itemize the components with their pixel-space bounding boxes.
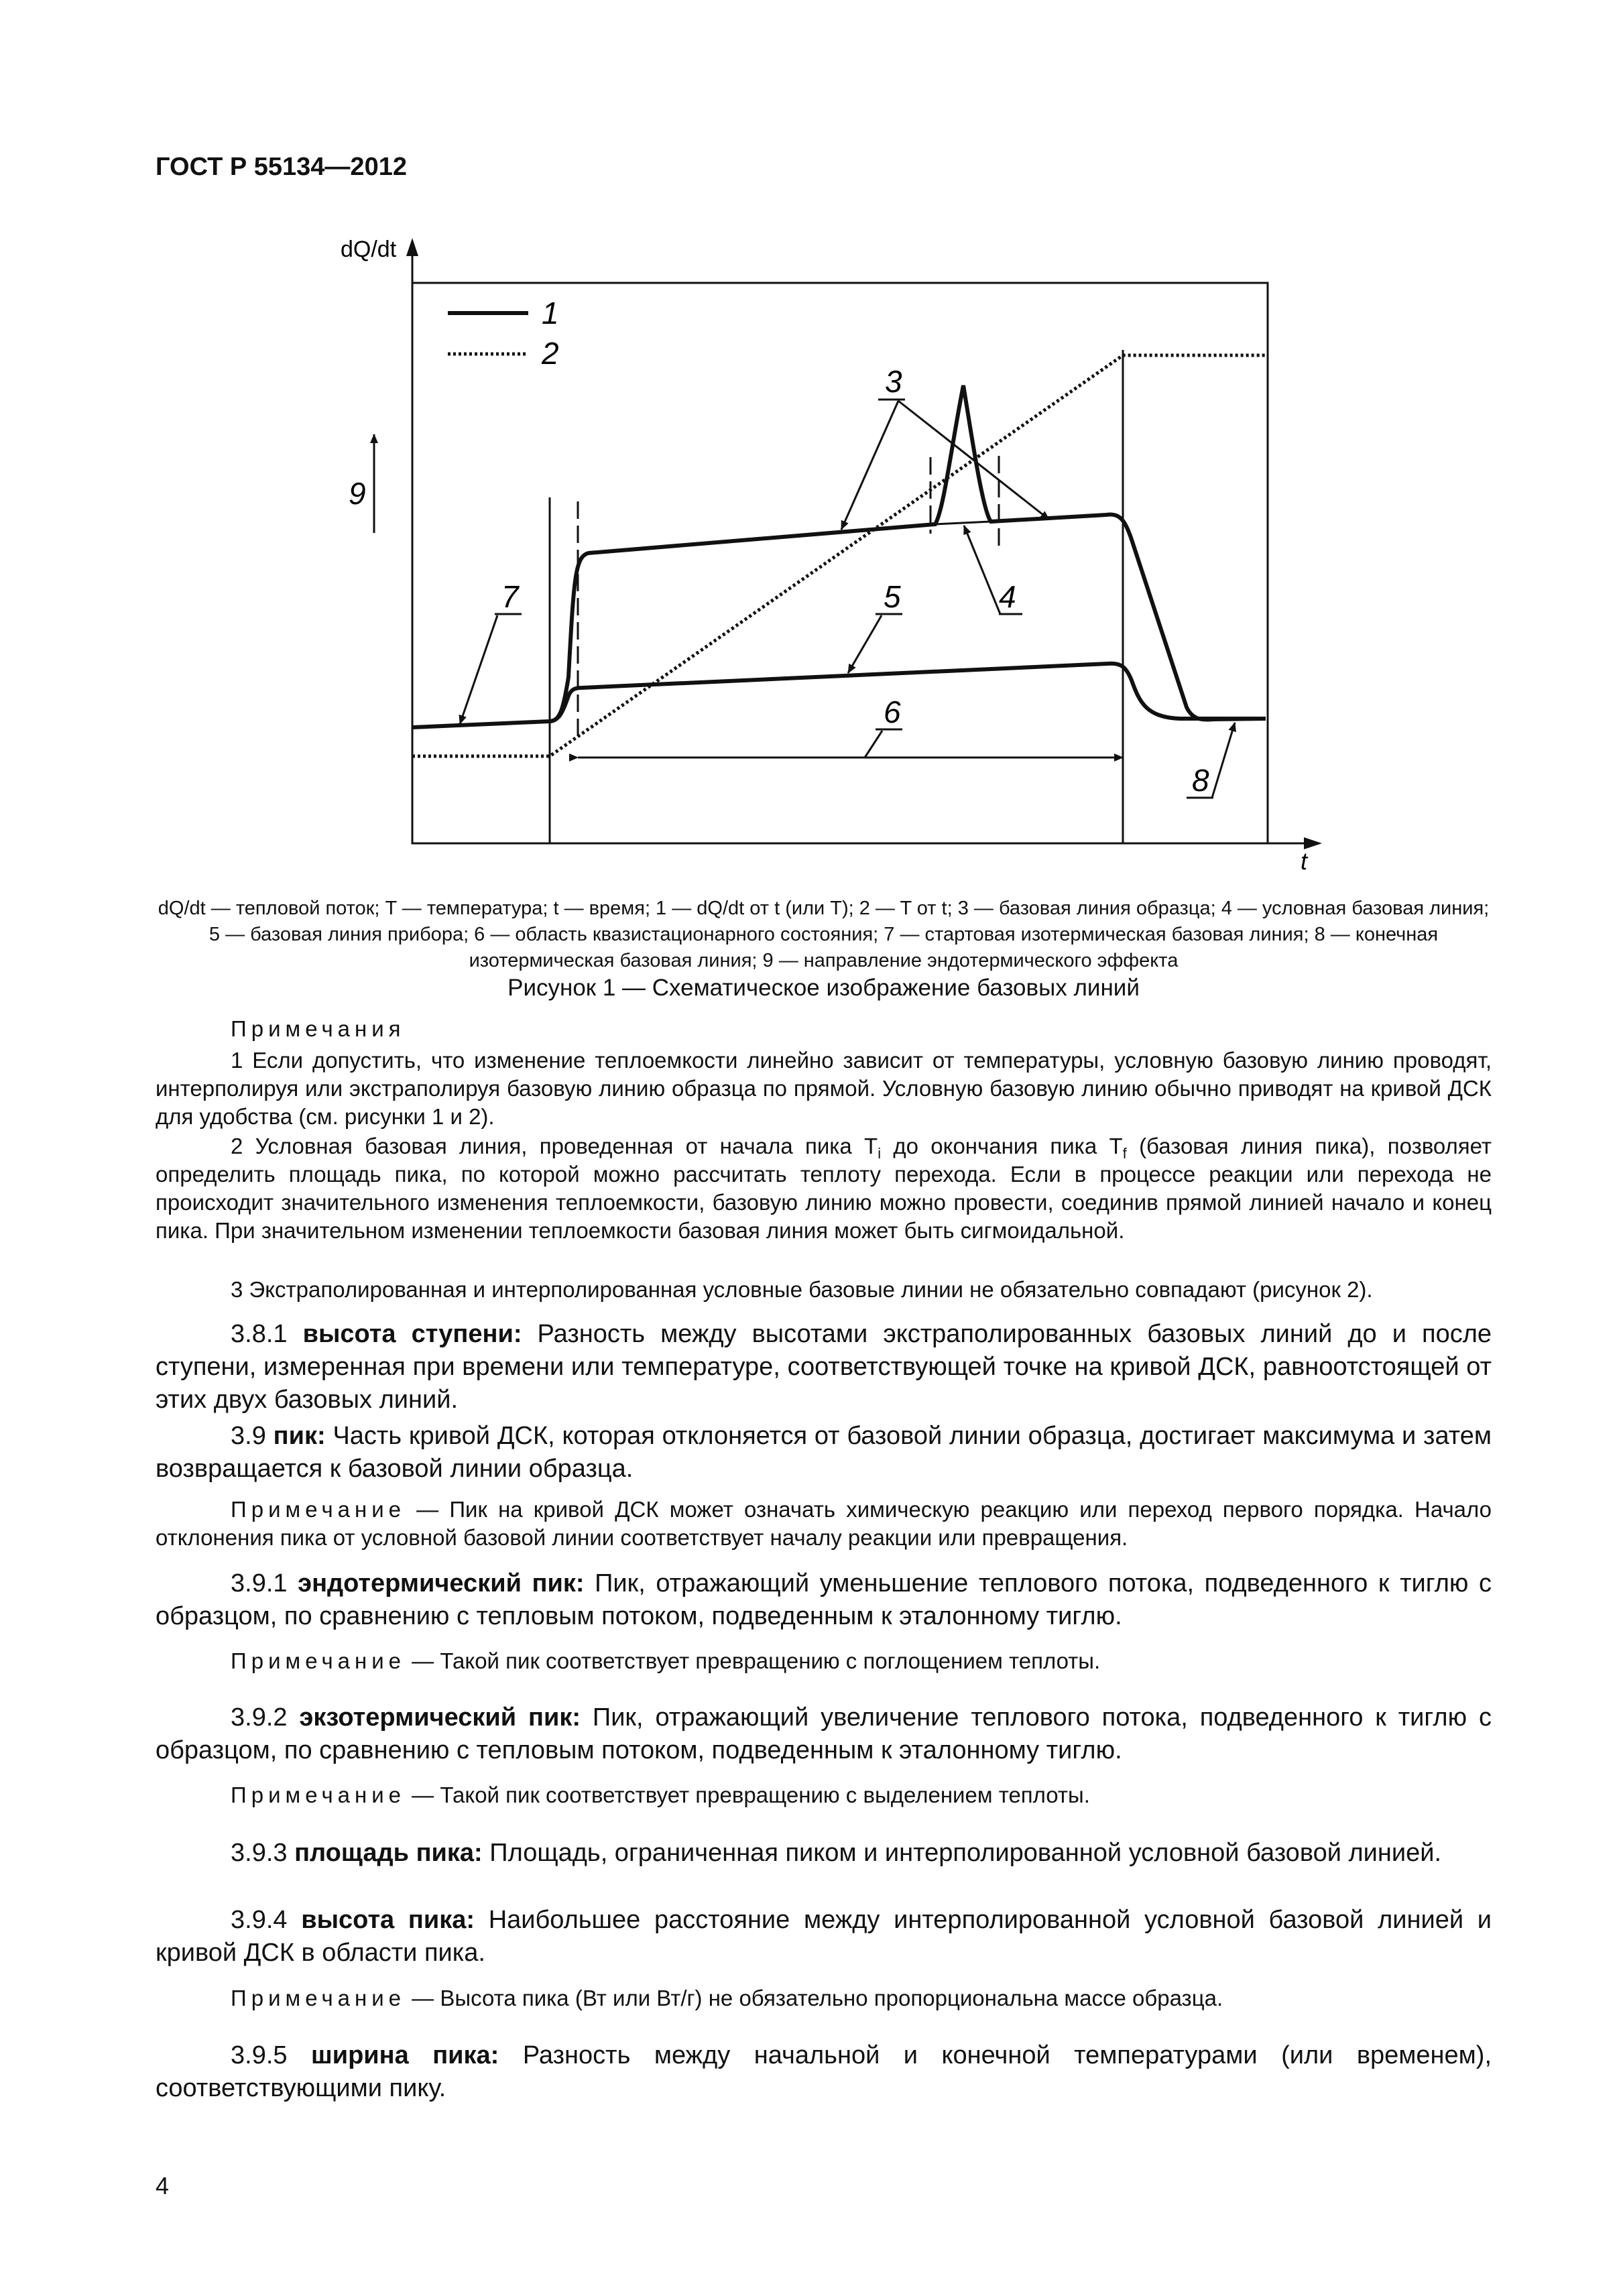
callout-6-leader xyxy=(865,731,882,758)
callout-4: 4 xyxy=(999,579,1016,614)
section-3-9-4-note: Примечание — Высота пика (Вт или Вт/г) не обязательно пропорциональна массе образца. xyxy=(231,1986,1223,2010)
section-3-9-2: 3.9.2 экзотермический пик: Пик, отражающий увеличение теплового потока, подведенного к тиглю с образцом, по сравнению с тепловым потоком, подведенным к эталонному тиглю. xyxy=(156,1703,1492,1764)
callout-8-leader xyxy=(1212,723,1235,798)
callout-4-leader xyxy=(964,526,1000,614)
callout-8: 8 xyxy=(1192,763,1209,798)
callout-5: 5 xyxy=(884,579,901,614)
section-3-9-5: 3.9.5 ширина пика: Разность между начальной и конечной температурами (или временем), соответствующими пику. xyxy=(156,2041,1492,2102)
callout-6: 6 xyxy=(884,694,901,729)
note-1: 1 Если допустить, что изменение теплоемкости линейно зависит от температуры, условную базовую линию проводят, интерполируя или экстраполируя базовую линию образца по прямой. Условную базовую линию обычно приводят на кривой ДСК для удобства (см. рисунки 1 и 2). xyxy=(156,1048,1492,1129)
section-3-9-3: 3.9.3 площадь пика: Площадь, ограниченная пиком и интерполированной условной базовой линией. xyxy=(231,1839,1442,1867)
legend-label-2: 2 xyxy=(542,336,559,371)
section-3-9-4: 3.9.4 высота пика: Наибольшее расстояние между интерполированной условной базовой линией и кривой ДСК в области пика. xyxy=(156,1906,1492,1967)
callout-7: 7 xyxy=(501,579,519,614)
document-header: ГОСТ Р 55134—2012 xyxy=(156,153,407,181)
virtual-baseline xyxy=(935,522,991,524)
callout-9: 9 xyxy=(349,476,366,511)
notes-heading: Примечания xyxy=(231,1016,406,1041)
dsc-baselines-figure xyxy=(0,0,1623,939)
section-3-9-1-note: Примечание — Такой пик соответствует превращению с поглощением теплоты. xyxy=(231,1648,1101,1673)
figure-title: Рисунок 1 — Схематическое изображение базовых линий xyxy=(507,975,1140,1001)
note-2: 2 Условная базовая линия, проведенная от начала пика $T_i$ до окончания пика $T_f$ (базовая линия пика), позволяет определить площадь пика, по которой можно рассчитать теплоту перехода. Если в процессе реакции или перехода не происходит значительного изменения теплоемкости, базовую линию можно провести, соединив прямой линией начало и конец пика. При значительном изменении теплоемкости базовая линия может быть сигмоидальной. xyxy=(156,1134,1492,1243)
section-3-9-note: Примечание — Пик на кривой ДСК может означать химическую реакцию или переход первого порядка. Начало отклонения пика от условной базовой линии соответствует началу реакции или превращения. xyxy=(156,1497,1492,1550)
page-number: 4 xyxy=(156,2172,170,2199)
callout-5-leader xyxy=(848,615,882,673)
y-axis-arrow-icon xyxy=(406,238,418,256)
callout-3-leader-b xyxy=(898,401,1049,520)
callout-3: 3 xyxy=(885,364,902,399)
legend-label-1: 1 xyxy=(542,296,559,330)
section-3-9: 3.9 пик: Часть кривой ДСК, которая отклоняется от базовой линии образца, достигает максимума и затем возвращается к базовой линии образца. xyxy=(156,1422,1492,1483)
callout-7-leader xyxy=(460,615,497,724)
note-3: 3 Экстраполированная и интерполированная условные базовые линии не обязательно совпадают (рисунок 2). xyxy=(231,1277,1373,1302)
figure-caption: dQ/dt — тепловой поток; T — температура; t — время; 1 — dQ/dt от t (или T); 2 — T от t; 3 — базовая линия образца; 4 — условная базовая линия; 5 — базовая линия прибора; 6 — область квазистационарного состояния; 7 — стартовая изотермическая базовая линия; 8 — конечная изотермическая базовая линия; 9 — направление эндотермического эффекта xyxy=(158,898,1490,971)
instrument-baseline xyxy=(550,664,1266,721)
x-axis-label: t xyxy=(1301,847,1308,875)
section-3-9-1: 3.9.1 эндотермический пик: Пик, отражающий уменьшение теплового потока, подведенного к тиглю с образцом, по сравнению с тепловым потоком, подведенным к эталонному тиглю. xyxy=(156,1569,1492,1630)
section-3-8-1: 3.8.1 высота ступени: Разность между высотами экстраполированных базовых линий до и после ступени, измеренная при времени или температуре, соответствующей точке на кривой ДСК, равноотстоящей от этих двух базовых линий. xyxy=(156,1320,1492,1414)
section-3-9-2-note: Примечание — Такой пик соответствует превращению с выделением теплоты. xyxy=(231,1783,1090,1807)
callout-3-leader-a xyxy=(841,401,898,530)
y-axis-label: dQ/dt xyxy=(341,237,397,262)
